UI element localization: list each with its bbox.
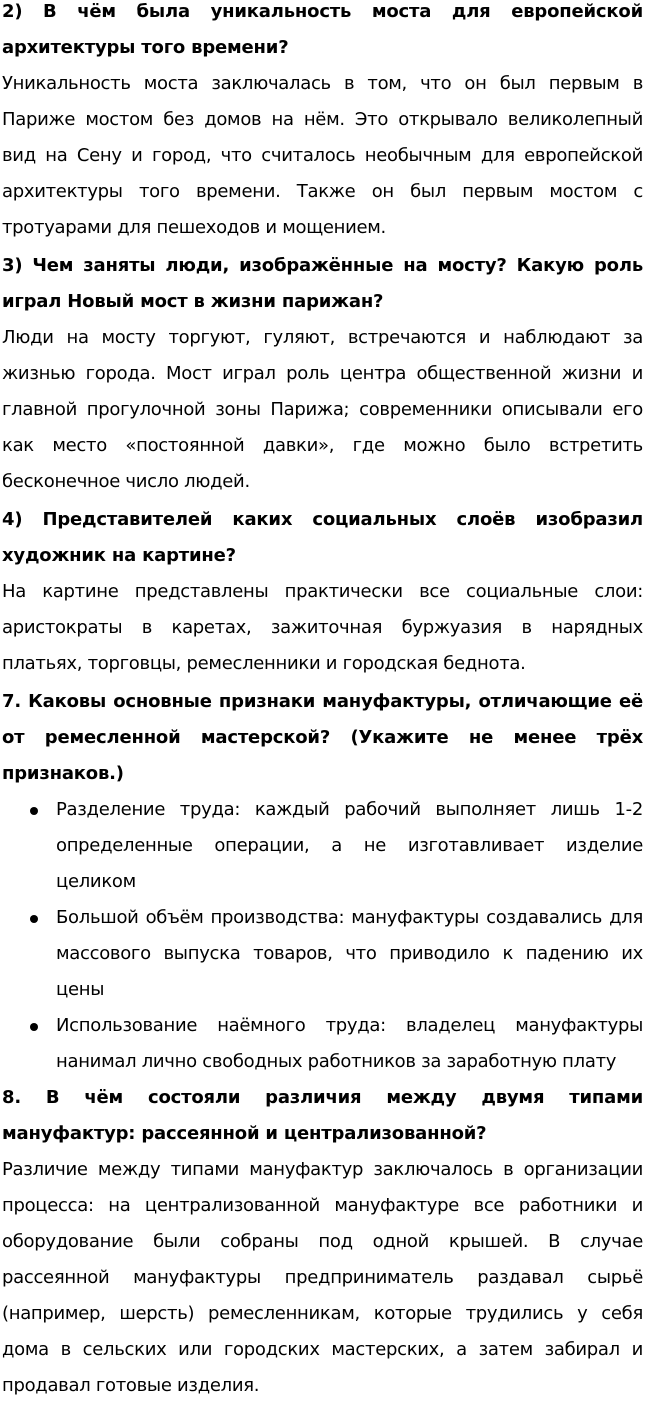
list-item	[2, 792, 643, 900]
question-heading: 3) Чем заняты люди, изображённые на мосту? Какую роль играл Новый мост в жизни парижан?	[2, 255, 643, 312]
list-item-text: Разделение труда: каждый рабочий выполняет лишь 1-2 определенные операции, а не изготавливает изделие целиком	[56, 799, 643, 892]
question-heading: 2) В чём была уникальность моста для европейской архитектуры того времени?	[2, 1, 643, 58]
question-heading: 7. Каковы основные признаки мануфактуры, отличающие её от ремесленной мастерской? (Укажите не менее трёх признаков.)	[2, 691, 643, 784]
answer-paragraph: Различие между типами мануфактур заключалось в организации процесса: на централизованной мануфактуре все работники и оборудование были собраны под одной крышей. В случае рассеянной мануфактуры предприниматель раздавал сырьё (например, шерсть) ремесленникам, которые трудились у себя дома в сельских или городских мастерских, а затем забирал и продавал готовые изделия.	[2, 1159, 643, 1396]
question-heading: 4) Представителей каких социальных слоёв изобразил художник на картине?	[2, 509, 643, 566]
answer-paragraph: На картине представлены практически все социальные слои: аристократы в каретах, зажиточная буржуазия в нарядных платьях, торговцы, ремесленники и городская беднота.	[2, 581, 643, 674]
bullet-icon	[30, 807, 38, 815]
answer-paragraph: Уникальность моста заключалась в том, что он был первым в Париже мостом без домов на нём. Это открывало великолепный вид на Сену и город, что считалось необычным для европейской архитектуры того времени. Также он был первым мостом с тротуарами для пешеходов и мощением.	[2, 73, 643, 238]
bullet-list	[2, 792, 643, 1080]
bullet-icon	[30, 915, 38, 923]
list-item	[2, 900, 643, 1008]
question-heading: 8. В чём состояли различия между двумя типами мануфактур: рассеянной и централизованной?	[2, 1087, 643, 1144]
list-item	[2, 1008, 643, 1080]
list-item-text: Большой объём производства: мануфактуры создавались для массового выпуска товаров, что приводило к падению их цены	[56, 907, 643, 1000]
bullet-icon	[30, 1023, 38, 1031]
answer-paragraph: Люди на мосту торгуют, гуляют, встречаются и наблюдают за жизнью города. Мост играл роль центра общественной жизни и главной прогулочной зоны Парижа; современники описывали его как место «постоянной давки», где можно было встретить бесконечное число людей.	[2, 327, 643, 492]
list-item-text: Использование наёмного труда: владелец мануфактуры нанимал лично свободных работников за заработную плату	[56, 1015, 643, 1072]
